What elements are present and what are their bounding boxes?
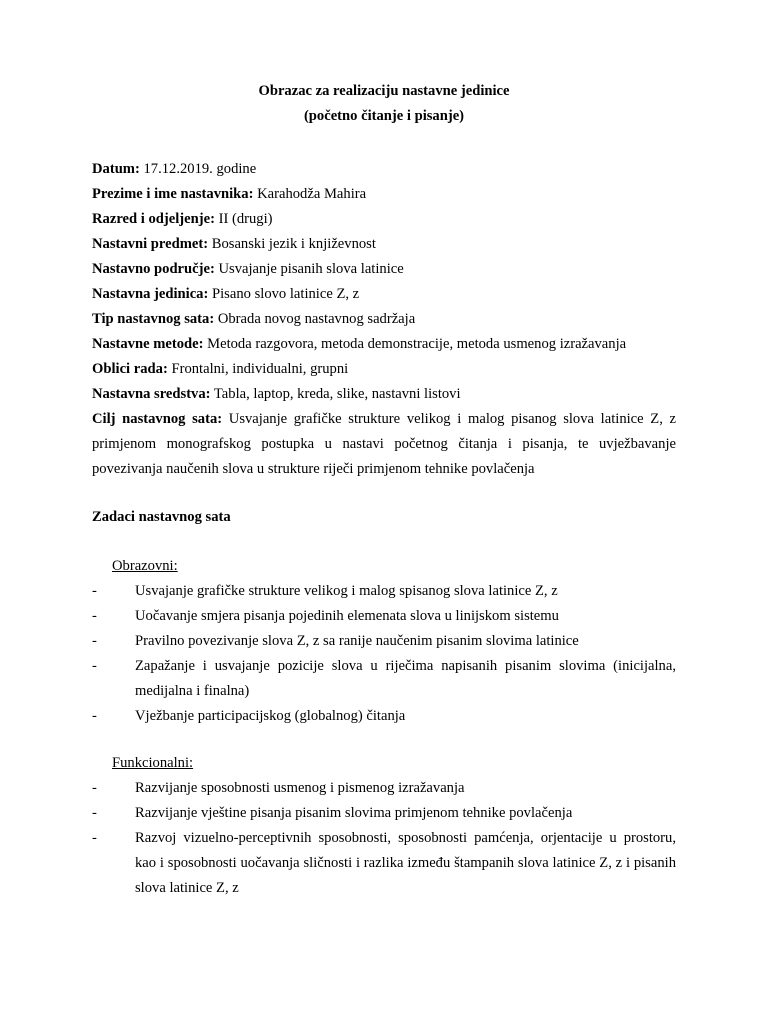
- task-list: [92, 776, 676, 901]
- field-label: Oblici rada:: [92, 361, 168, 377]
- list-item: - Razvijanje sposobnosti usmenog i pismenog izražavanja: [92, 776, 676, 801]
- task-list: [92, 579, 676, 729]
- dash-bullet: -: [92, 780, 97, 796]
- field-podrucje: [92, 257, 676, 282]
- field-value: Obrada novog nastavnog sadržaja: [217, 311, 416, 327]
- field-value: Usvajanje pisanih slova latinice: [218, 261, 404, 277]
- field-value: Tabla, laptop, kreda, slike, nastavni listovi: [213, 386, 461, 402]
- field-label: Nastavni predmet:: [92, 236, 209, 252]
- field-datum: [92, 157, 676, 182]
- group-obrazovni: [92, 554, 676, 729]
- document-title: Obrazac za realizaciju nastavne jedinice: [258, 83, 510, 99]
- dash-bullet: -: [92, 583, 97, 599]
- dash-bullet: -: [92, 708, 97, 724]
- field-label: Prezime i ime nastavnika:: [92, 186, 254, 202]
- field-label: Nastavna jedinica:: [92, 286, 209, 302]
- field-label: Nastavno područje:: [92, 261, 215, 277]
- field-label: Nastavna sredstva:: [92, 386, 211, 402]
- field-metode: [92, 332, 676, 357]
- document-subtitle: (početno čitanje i pisanje): [303, 108, 465, 124]
- group-heading: Funkcionalni:: [112, 755, 194, 771]
- field-predmet: [92, 232, 676, 257]
- field-label: Tip nastavnog sata:: [92, 311, 215, 327]
- field-tip-sata: [92, 307, 676, 332]
- dash-bullet: -: [92, 805, 97, 821]
- dash-bullet: -: [92, 830, 97, 846]
- field-value: Frontalni, individualni, grupni: [171, 361, 349, 377]
- group-funkcionalni: [92, 751, 676, 901]
- list-item: - Zapažanje i usvajanje pozicije slova u riječima napisanih pisanim slovima (inicijalna, medijalna i finalna): [92, 654, 676, 704]
- list-item: - Usvajanje grafičke strukture velikog i malog spisanog slova latinice Z, z: [92, 579, 676, 604]
- list-item: - Vježbanje participacijskog (globalnog) čitanja: [92, 704, 676, 729]
- field-label: Nastavne metode:: [92, 336, 204, 352]
- list-item: - Razvijanje vještine pisanja pisanim slovima primjenom tehnike povlačenja: [92, 801, 676, 826]
- field-value: Bosanski jezik i književnost: [211, 236, 376, 252]
- list-item: - Pravilno povezivanje slova Z, z sa ranije naučenim pisanim slovima latinice: [92, 629, 676, 654]
- field-label: Cilj nastavnog sata:: [92, 411, 223, 427]
- field-label: Datum:: [92, 161, 140, 177]
- field-razred: [92, 207, 676, 232]
- dash-bullet: -: [92, 658, 97, 674]
- field-nastavnik: [92, 182, 676, 207]
- field-label: Razred i odjeljenje:: [92, 211, 215, 227]
- field-cilj: [92, 407, 676, 482]
- field-value: Metoda razgovora, metoda demonstracije, metoda usmenog izražavanja: [207, 336, 627, 352]
- field-oblici-rada: [92, 357, 676, 382]
- list-item: - Razvoj vizuelno-perceptivnih sposobnosti, sposobnosti pamćenja, orjentacije u prostoru, kao i sposobnosti uočavanja sličnosti i razlika između štampanih slova latinice Z, z i pisanih slova latinice Z, z: [92, 826, 676, 901]
- section-title: Zadaci nastavnog sata: [92, 509, 231, 525]
- dash-bullet: -: [92, 608, 97, 624]
- field-value: 17.12.2019. godine: [143, 161, 257, 177]
- dash-bullet: -: [92, 633, 97, 649]
- field-value: Pisano slovo latinice Z, z: [212, 286, 360, 302]
- field-value: Usvajanje grafičke strukture velikog i malog pisanog slova latinice Z, z primjenom monografskog postupka u nastavi početnog čitanja i pisanja, te uvježbavanje povezivanja naučenih slova u strukture riječi primjenom tehnike povlačenja: [92, 411, 676, 477]
- field-value: Karahodža Mahira: [257, 186, 367, 202]
- group-heading: Obrazovni:: [112, 558, 178, 574]
- document-page: [92, 79, 676, 901]
- field-value: II (drugi): [218, 211, 273, 227]
- field-jedinica: [92, 282, 676, 307]
- field-sredstva: [92, 382, 676, 407]
- list-item: - Uočavanje smjera pisanja pojedinih elemenata slova u linijskom sistemu: [92, 604, 676, 629]
